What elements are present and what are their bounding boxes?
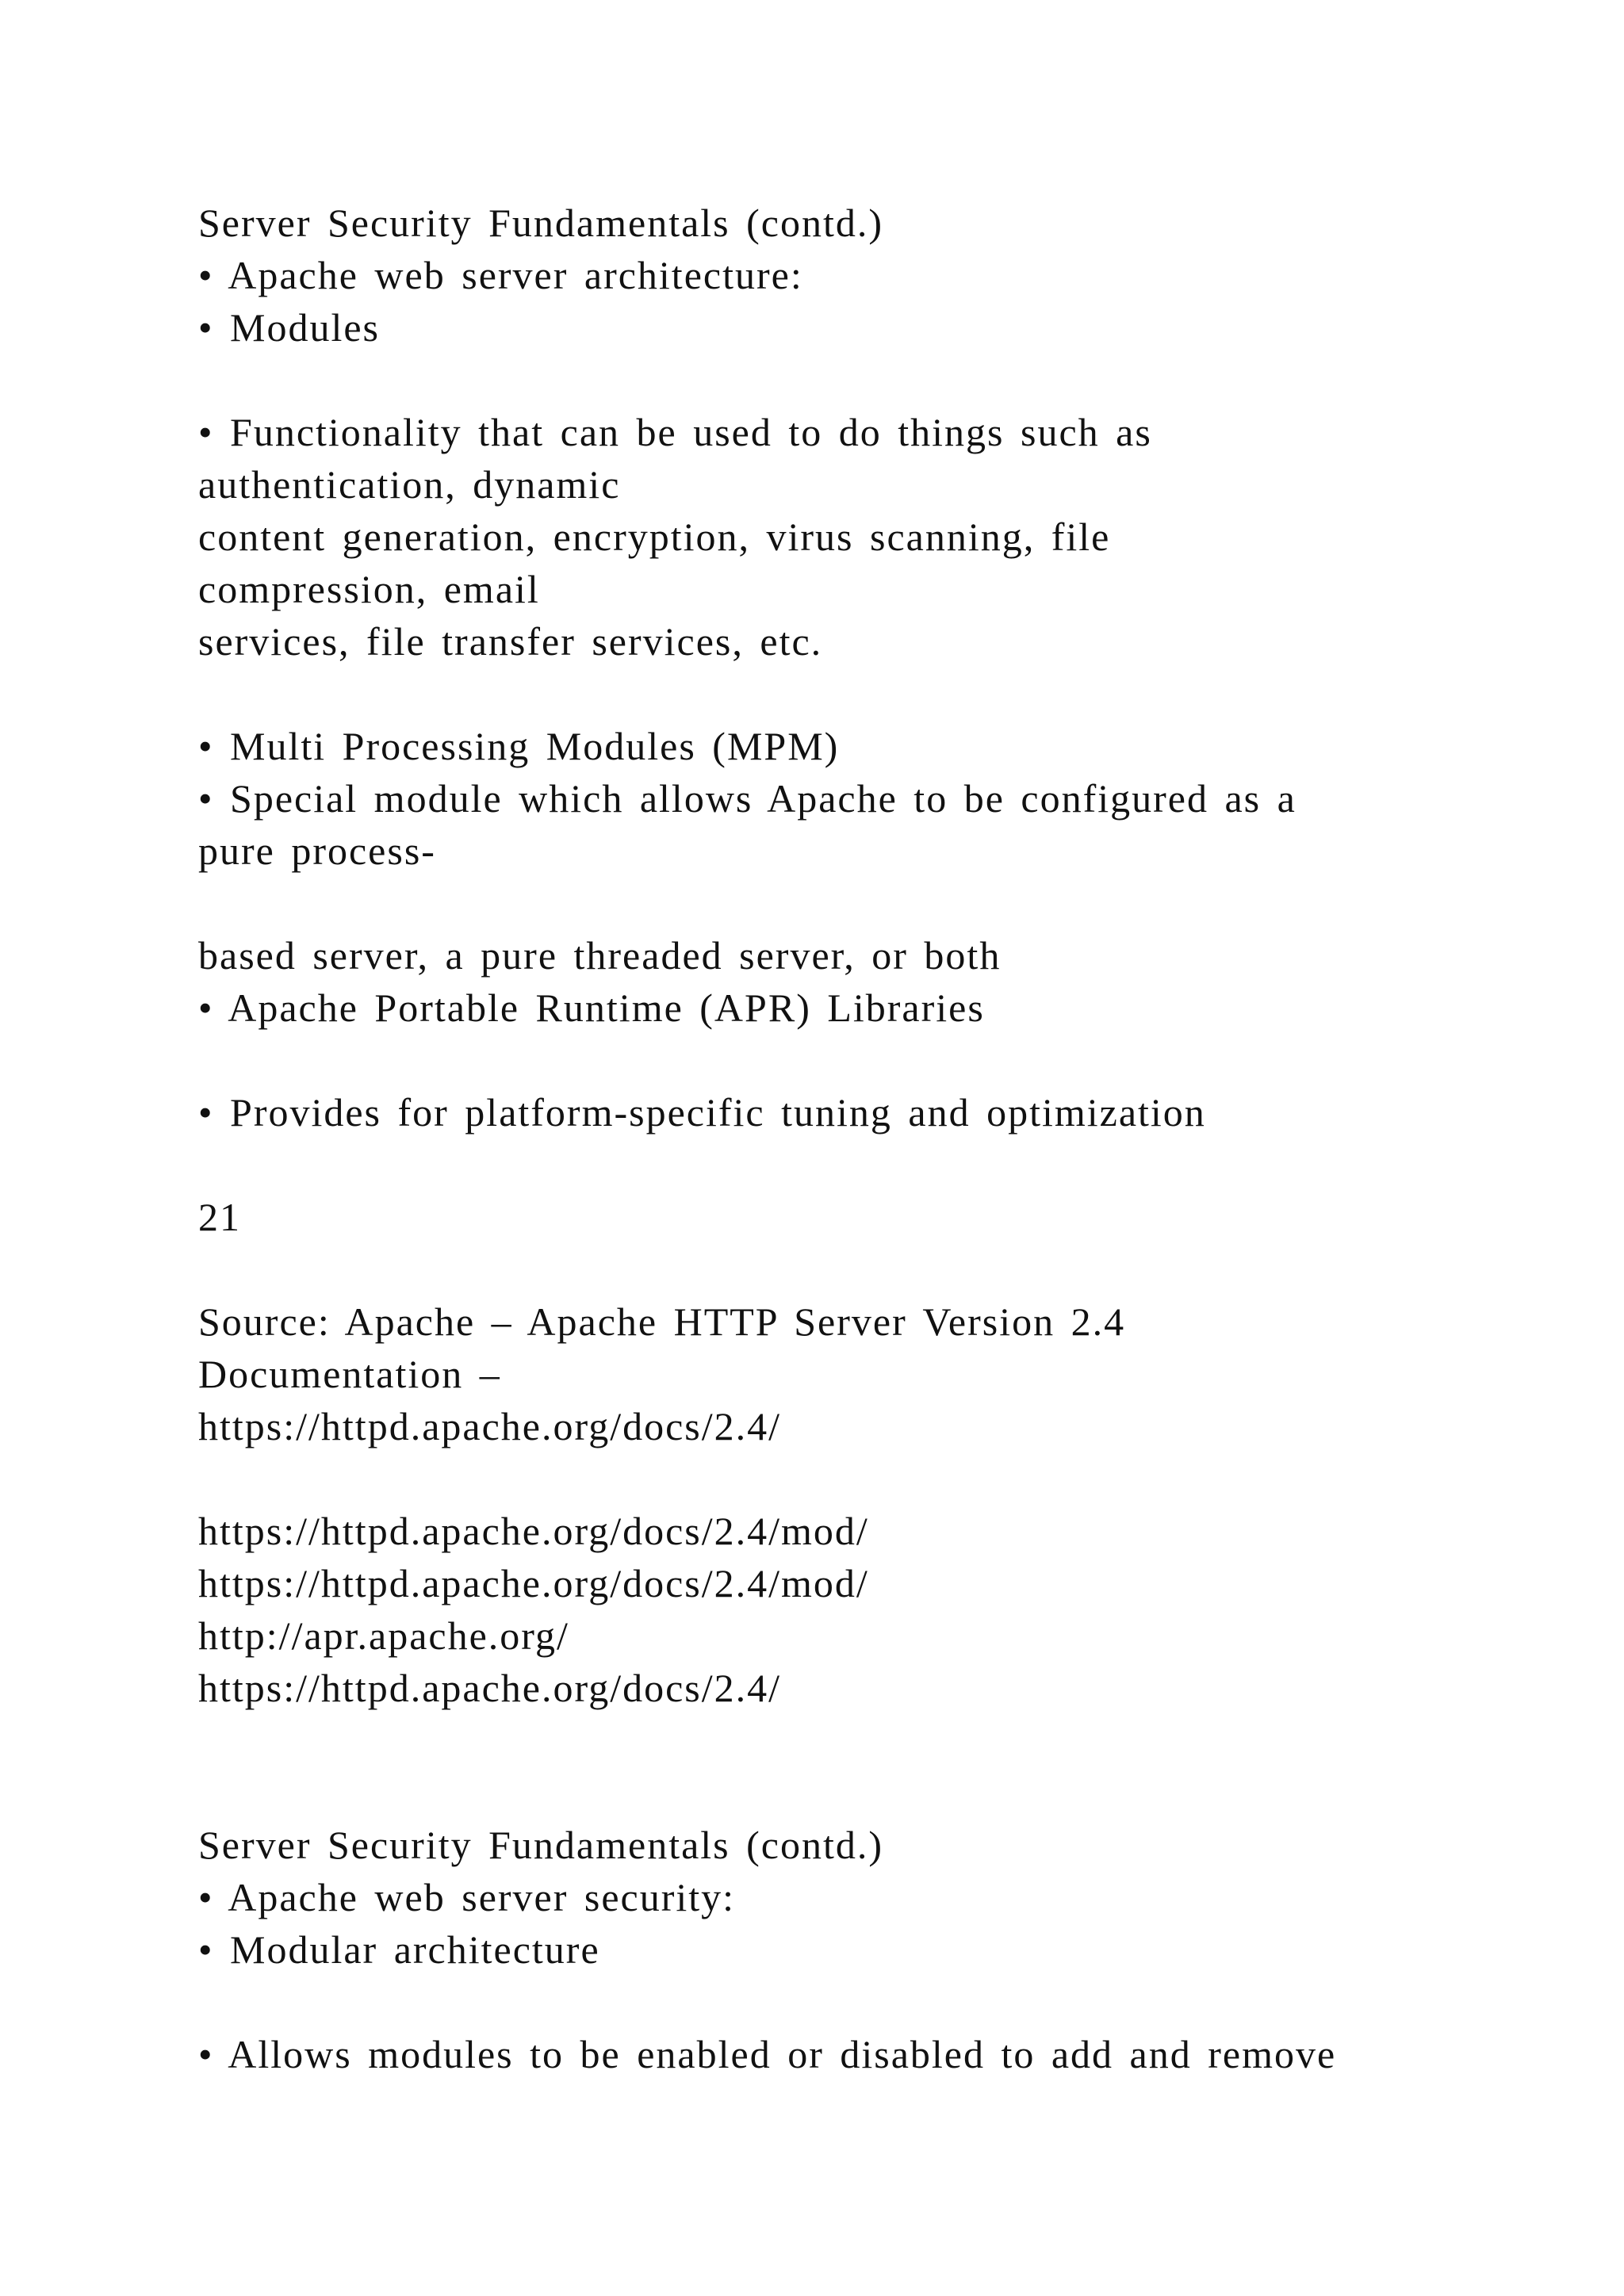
- bullet-item: • Functionality that can be used to do things such as: [198, 410, 1152, 454]
- section-heading: Server Security Fundamentals (contd.): [198, 1823, 884, 1867]
- blank-line: [198, 1243, 1546, 1295]
- bullet-item: • Apache web server security:: [198, 1875, 736, 1919]
- bullet-item: • Modular architecture: [198, 1927, 600, 1972]
- blank-line: [198, 877, 1546, 929]
- text-line: pure process-: [198, 828, 436, 873]
- document-page: [198, 197, 1546, 2080]
- text-line: based server, a pure threaded server, or both: [198, 933, 1002, 978]
- source-line: Documentation –: [198, 1352, 501, 1396]
- blank-line: [198, 354, 1546, 406]
- text-line: compression, email: [198, 567, 540, 611]
- source-url: https://httpd.apache.org/docs/2.4/mod/: [198, 1561, 869, 1605]
- source-url: http://apr.apache.org/: [198, 1613, 569, 1658]
- bullet-item: • Provides for platform-specific tuning and optimization: [198, 1090, 1206, 1135]
- blank-line: [198, 1976, 1546, 2028]
- blank-line: [198, 1452, 1546, 1505]
- text-line: services, file transfer services, etc.: [198, 619, 823, 664]
- blank-line: [198, 1714, 1546, 1766]
- source-url: https://httpd.apache.org/docs/2.4/mod/: [198, 1509, 869, 1553]
- blank-line: [198, 1766, 1546, 1819]
- blank-line: [198, 1138, 1546, 1191]
- bullet-item: • Apache web server architecture:: [198, 253, 803, 297]
- source-url: https://httpd.apache.org/docs/2.4/: [198, 1404, 782, 1448]
- text-line: authentication, dynamic: [198, 462, 621, 507]
- section-heading: Server Security Fundamentals (contd.): [198, 201, 884, 245]
- slide-number: 21: [198, 1195, 241, 1239]
- blank-line: [198, 668, 1546, 720]
- source-url: https://httpd.apache.org/docs/2.4/: [198, 1666, 782, 1710]
- text-line: content generation, encryption, virus scanning, file: [198, 515, 1111, 559]
- bullet-item: • Multi Processing Modules (MPM): [198, 724, 840, 768]
- bullet-item: • Allows modules to be enabled or disabled to add and remove: [198, 2032, 1337, 2076]
- blank-line: [198, 1034, 1546, 1086]
- bullet-item: • Special module which allows Apache to be configured as a: [198, 776, 1297, 821]
- bullet-item: • Apache Portable Runtime (APR) Libraries: [198, 985, 985, 1030]
- bullet-item: • Modules: [198, 305, 381, 350]
- source-line: Source: Apache – Apache HTTP Server Version 2.4: [198, 1299, 1126, 1344]
